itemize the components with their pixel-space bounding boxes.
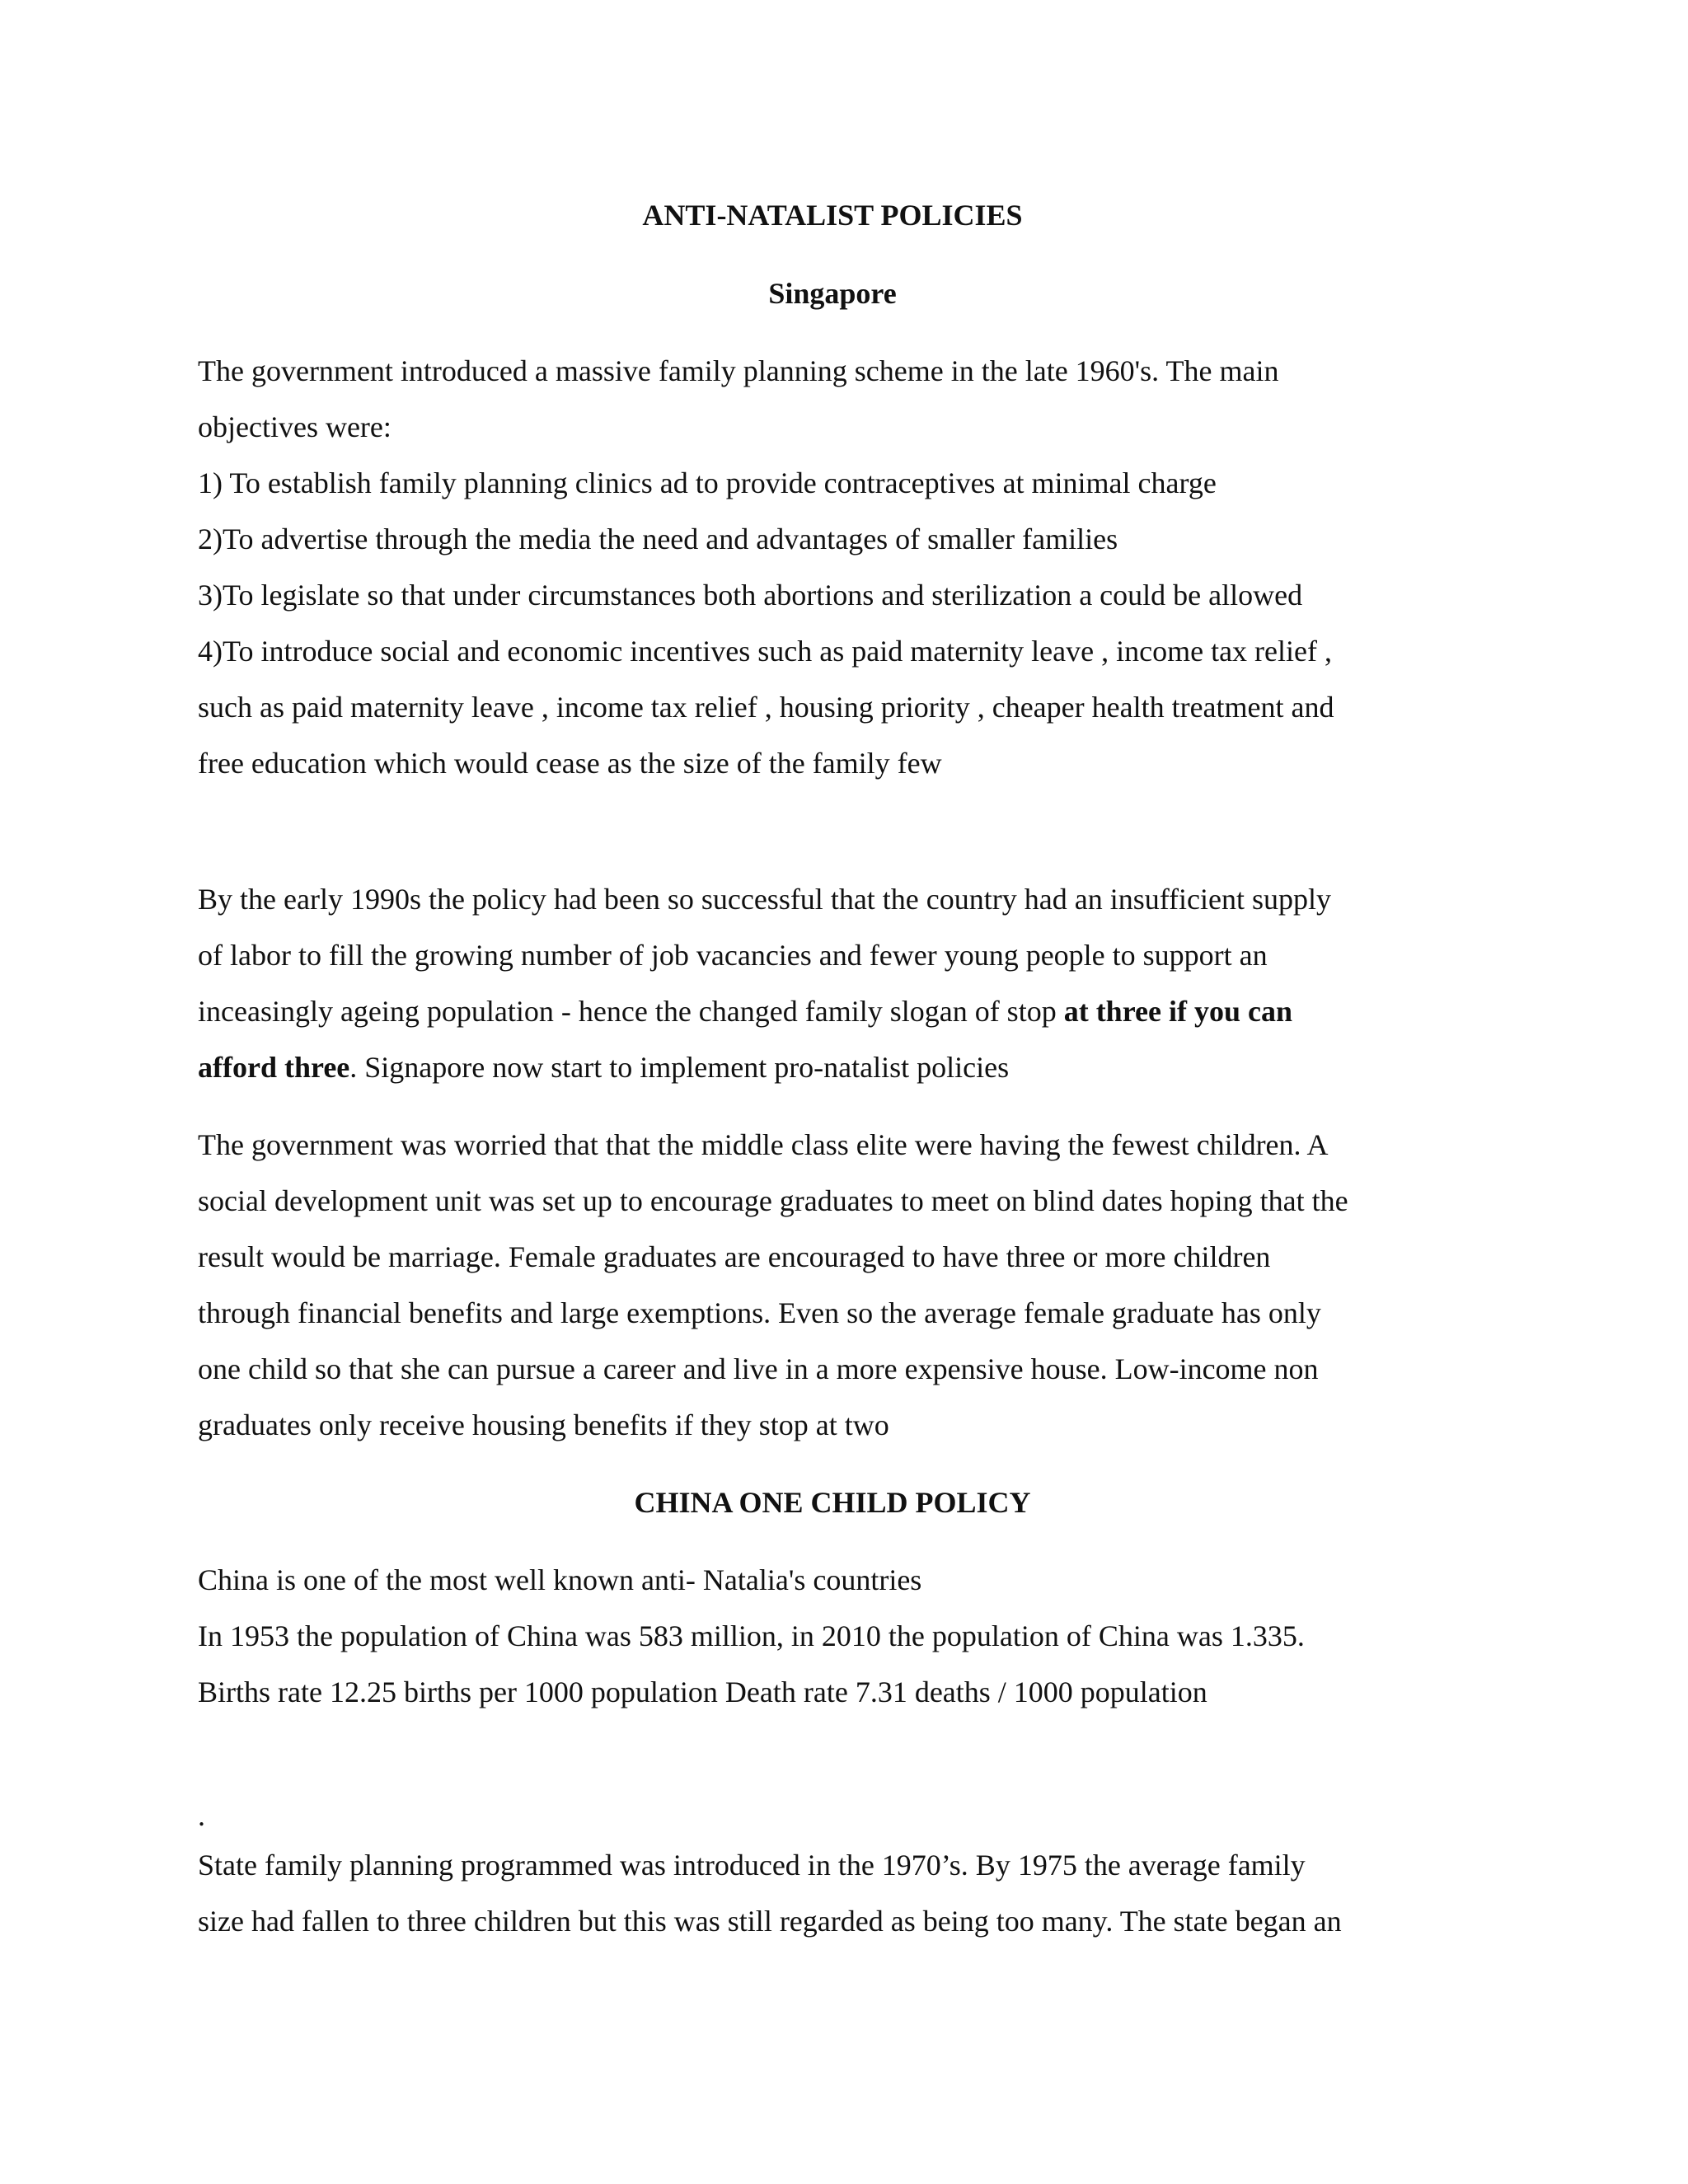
china-line-4: State family planning programmed was introduced in the 1970’s. By 1975 the average family bbox=[198, 1849, 1306, 1882]
objective-3: 3)To legislate so that under circumstances both abortions and sterilization a could be allowed bbox=[198, 579, 1303, 612]
paragraph-3-line-6: graduates only receive housing benefits if they stop at two bbox=[198, 1408, 889, 1441]
paragraph-3-line-5: one child so that she can pursue a career and live in a more expensive house. Low-income non bbox=[198, 1352, 1319, 1385]
objective-2: 2)To advertise through the media the need and advantages of smaller families bbox=[198, 523, 1118, 555]
slogan-bold-part-2: afford three bbox=[198, 1051, 350, 1084]
objective-4-line-3: free education which would cease as the size of the family few bbox=[198, 747, 942, 780]
china-dot: . bbox=[198, 1799, 205, 1832]
paragraph-3-line-2: social development unit was set up to encourage graduates to meet on blind dates hoping that the bbox=[198, 1184, 1348, 1217]
objective-4-line-2: such as paid maternity leave , income tax relief , housing priority , cheaper health treatment and bbox=[198, 691, 1334, 724]
main-title: ANTI-NATALIST POLICIES bbox=[642, 199, 1023, 232]
document-page bbox=[198, 0, 1500, 2184]
singapore-intro-line-2: objectives were: bbox=[198, 410, 392, 443]
china-heading: CHINA ONE CHILD POLICY bbox=[634, 1486, 1031, 1519]
slogan-bold-part-1: at three if you can bbox=[1063, 995, 1292, 1028]
paragraph-2-line-3 bbox=[198, 996, 1292, 1026]
china-line-3: Births rate 12.25 births per 1000 population Death rate 7.31 deaths / 1000 population bbox=[198, 1675, 1207, 1708]
paragraph-2-line-3-text: inceasingly ageing population - hence the changed family slogan of stop bbox=[198, 995, 1064, 1028]
paragraph-2-line-4 bbox=[198, 1052, 1009, 1082]
paragraph-2-line-2: of labor to fill the growing number of job vacancies and fewer young people to support an bbox=[198, 939, 1268, 972]
objective-1: 1) To establish family planning clinics ad to provide contraceptives at minimal charge bbox=[198, 466, 1217, 499]
china-line-1: China is one of the most well known anti- Natalia's countries bbox=[198, 1563, 922, 1596]
paragraph-2-line-1: By the early 1990s the policy had been so successful that the country had an insufficient supply bbox=[198, 883, 1332, 916]
china-line-2: In 1953 the population of China was 583 million, in 2010 the population of China was 1.335. bbox=[198, 1619, 1305, 1652]
china-line-5: size had fallen to three children but this was still regarded as being too many. The state began an bbox=[198, 1905, 1342, 1938]
singapore-intro-line-1: The government introduced a massive family planning scheme in the late 1960's. The main bbox=[198, 354, 1279, 387]
paragraph-3-line-4: through financial benefits and large exemptions. Even so the average female graduate has only bbox=[198, 1296, 1321, 1329]
paragraph-2-line-4-text: . Signapore now start to implement pro-natalist policies bbox=[349, 1051, 1010, 1084]
paragraph-3-line-1: The government was worried that that the middle class elite were having the fewest children. A bbox=[198, 1128, 1329, 1161]
objective-4-line-1: 4)To introduce social and economic incentives such as paid maternity leave , income tax relief , bbox=[198, 635, 1332, 668]
singapore-heading: Singapore bbox=[768, 277, 897, 310]
paragraph-3-line-3: result would be marriage. Female graduates are encouraged to have three or more children bbox=[198, 1240, 1271, 1273]
